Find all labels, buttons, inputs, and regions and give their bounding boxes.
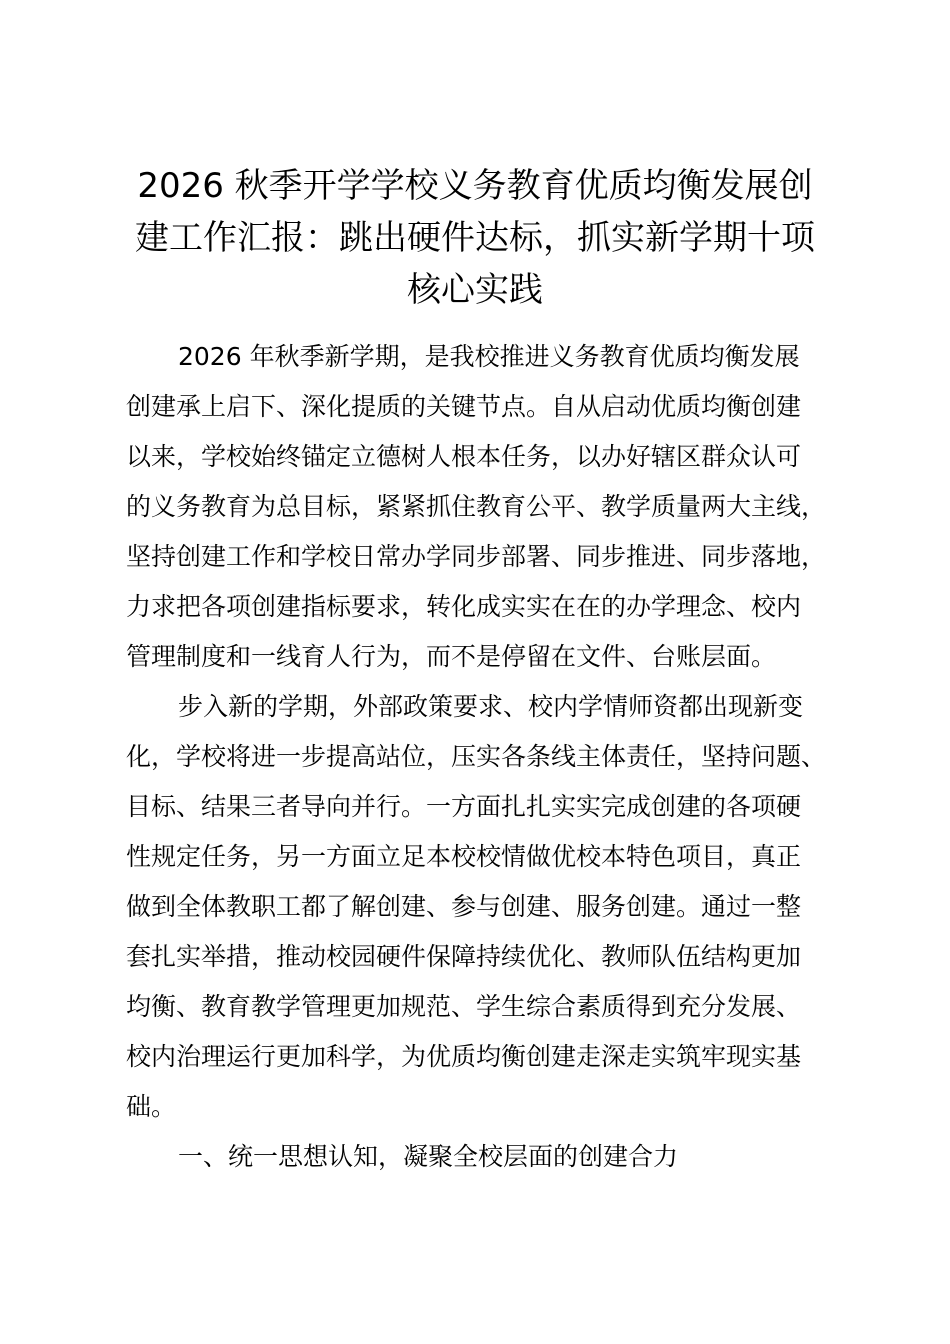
section-heading: 一、统一思想认知，凝聚全校层面的创建合力: [178, 1142, 679, 1171]
paragraph-1-line-1: 2026 年秋季新学期，是我校推进义务教育优质均衡发展: [178, 342, 800, 371]
paragraph-2-line-8: 校内治理运行更加科学，为优质均衡创建走深走实筑牢现实基: [126, 1042, 802, 1071]
paragraph-2-line-2: 化，学校将进一步提高站位，压实各条线主体责任，坚持问题、: [126, 742, 827, 771]
paragraph-1-line-2: 创建承上启下、深化提质的关键节点。自从启动优质均衡创建: [126, 392, 802, 421]
paragraph-2-line-7: 均衡、教育教学管理更加规范、学生综合素质得到充分发展、: [126, 992, 802, 1021]
paragraph-2: [126, 682, 856, 1132]
title-line-2: 建工作汇报：跳出硬件达标，抓实新学期十项: [135, 218, 815, 258]
title-line-3: 核心实践: [407, 270, 543, 310]
paragraph-1-line-7: 管理制度和一线育人行为，而不是停留在文件、台账层面。: [126, 642, 777, 671]
title-line-1: 2026 秋季开学学校义务教育优质均衡发展创: [137, 166, 813, 206]
paragraph-2-line-6: 套扎实举措，推动校园硬件保障持续优化、教师队伍结构更加: [126, 942, 802, 971]
paragraph-1: [126, 332, 856, 682]
paragraph-1-line-3: 以来，学校始终锚定立德树人根本任务，以办好辖区群众认可: [126, 442, 802, 471]
paragraph-1-line-5: 坚持创建工作和学校日常办学同步部署、同步推进、同步落地，: [126, 542, 827, 571]
paragraph-1-line-4: 的义务教育为总目标，紧紧抓住教育公平、教学质量两大主线，: [126, 492, 827, 521]
paragraph-1-line-6: 力求把各项创建指标要求，转化成实实在在的办学理念、校内: [126, 592, 802, 621]
paragraph-2-line-9: 础。: [126, 1092, 177, 1121]
paragraph-2-line-3: 目标、结果三者导向并行。一方面扎扎实实完成创建的各项硬: [126, 792, 802, 821]
paragraph-2-line-1: 步入新的学期，外部政策要求、校内学情师资都出现新变: [178, 692, 804, 721]
document-title: [120, 160, 830, 316]
paragraph-2-line-5: 做到全体教职工都了解创建、参与创建、服务创建。通过一整: [126, 892, 802, 921]
document-body: [126, 332, 856, 1182]
paragraph-2-line-4: 性规定任务，另一方面立足本校校情做优校本特色项目，真正: [126, 842, 802, 871]
